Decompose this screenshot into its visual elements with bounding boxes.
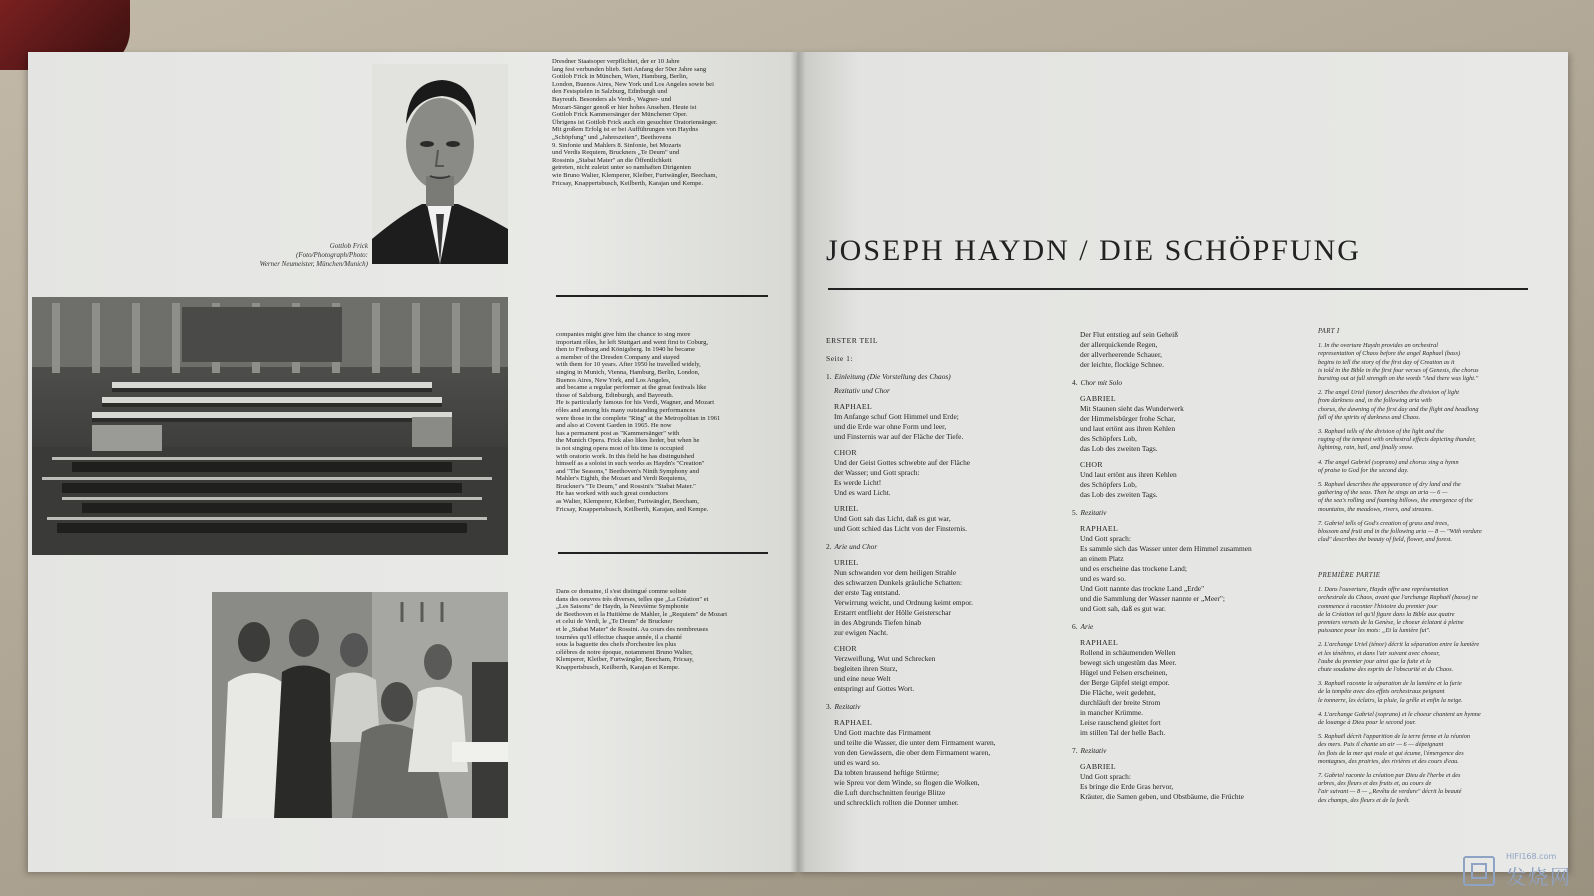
text-line: de Beethoven et la Huitième de Mahler, le „Requiem" de Mozart — [556, 610, 728, 618]
text-line: Rezitativ und Chor — [834, 386, 890, 395]
text-line: PART I — [1318, 328, 1340, 335]
text-line: des Schöpfers Lob, — [1080, 434, 1137, 443]
text-line: GABRIEL — [1080, 762, 1116, 771]
text-line: entspringt auf Gottes Wort. — [834, 684, 915, 693]
text-line: 6. Arie — [1072, 622, 1094, 631]
text-line: Da tobten brausend heftige Stürme; — [834, 768, 940, 777]
text-line: clad" describes the beauty of field, flower, and forest. — [1318, 536, 1453, 544]
text-line: Gottlob Frick — [329, 242, 368, 250]
text-line: RAPHAEL — [834, 718, 873, 727]
libretto-column-2 — [1072, 330, 1312, 802]
text-line: He has worked with such great conductors — [556, 490, 669, 498]
text-line: Mit Staunen sieht das Wunderwerk — [1080, 404, 1184, 413]
text-line: with them for 10 years. After 1950 he travelled widely, — [556, 361, 701, 369]
text-line: et les ténèbres, et dans l'air suivant avec choeur, — [1318, 649, 1440, 657]
text-line: de louange à Dieu pour le second jour. — [1318, 719, 1416, 727]
text-line: de la Création tel qu'il figure dans la Bible aux quatre — [1318, 610, 1455, 618]
text-line: Werner Neumeister, München/Munich) — [259, 260, 368, 268]
section-rule — [558, 552, 768, 554]
text-line: und es erscheine das trockene Land; — [1080, 564, 1187, 573]
text-line: (Foto/Photograph/Photo: — [296, 251, 368, 259]
english-notes — [1318, 328, 1558, 550]
text-line: Dans ce domaine, il s'est distingué comme soliste — [556, 588, 687, 595]
text-line: Gottlob Frick Kammersänger der Münchener Oper. — [552, 111, 688, 119]
text-line: Übrigens ist Gottlob Frick auch ein gesuchter Oratoriensänger. — [552, 118, 718, 126]
text-line: et celui de Verdi, le „Te Deum" de Bruckner — [556, 618, 673, 626]
text-line: CHOR — [834, 448, 857, 457]
text-line: Im Anfange schuf Gott Himmel und Erde; — [834, 412, 959, 421]
text-line: der Himmelsbürger frohe Schar, — [1080, 414, 1176, 423]
text-line: 3. Raphael tells of the division of the light and the — [1318, 428, 1444, 436]
text-line: of praise to God for the second day. — [1318, 466, 1409, 474]
booklet-spread — [28, 52, 1568, 872]
text-line: Gottlob Frick in München, Wien, Hamburg, Berlin, — [552, 73, 688, 81]
text-line: chorus, the dawning of the first day and the flight and headlong — [1318, 405, 1479, 413]
right-page — [798, 52, 1568, 872]
text-line: des champs, des fleurs et de la forêt. — [1318, 796, 1410, 804]
text-line: Und Gott sprach: — [1080, 534, 1131, 543]
left-page — [28, 52, 798, 872]
text-line: Es sammle sich das Wasser unter dem Himmel zusammen — [1080, 544, 1252, 553]
text-line: himself as a soloist in such works as Haydn's "Creation" — [556, 460, 705, 468]
text-line: and became a regular performer at the great festivals like — [556, 384, 707, 392]
text-line: Verzweiflung, Wut und Schrecken — [834, 654, 936, 663]
text-line: 5. Raphaël décrit l'apparition de la terre ferme et la réunion — [1318, 733, 1471, 741]
text-line: et le „Stabat Mater" de Rossini. Au cours des nombreuses — [556, 625, 709, 633]
text-line: is told in the Bible in the first four verses of Genesis, the chorus — [1318, 366, 1479, 374]
text-line: Und es ward Licht. — [834, 488, 891, 497]
text-line: les flots de la mer qui roule et qui écume, l'émergence des — [1318, 749, 1464, 757]
text-line: der Berge Gipfel steigt empor. — [1080, 678, 1170, 687]
text-line: und die Erde war ohne Form und leer, — [834, 422, 947, 431]
text-line: 7. Gabriel tells of God's creation of grass and trees, — [1318, 519, 1449, 527]
text-line: Buenos Aires, New York, and Los Angeles, — [556, 376, 671, 384]
text-line: Fricsay, Knappertsbusch, Keilberth, Karajan, and Kempe. — [556, 505, 709, 513]
text-line: de la tempête avec des effets orchestraux peignant — [1318, 688, 1445, 696]
text-line: dans des oeuvres très diverses, telles que „La Création" et — [556, 595, 709, 603]
text-line: Rollend in schäumenden Wellen — [1080, 648, 1176, 657]
text-line: durchläuft der breite Strom — [1080, 698, 1161, 707]
text-line: Knappertsbusch, Keilberth, Karajan et Kempe. — [556, 663, 680, 671]
text-line: der allverheerende Schauer, — [1080, 350, 1162, 359]
text-line: puissance pour les mots: „Et la lumière fut". — [1318, 627, 1431, 635]
text-line: „Schöpfung" und „Jahreszeiten", Beethovens — [552, 133, 672, 141]
text-line: 1. In the overture Haydn provides an orchestral — [1318, 342, 1438, 350]
page-title: JOSEPH HAYDN / DIE SCHÖPFUNG — [826, 234, 1361, 267]
text-line: 9. Sinfonie und Mahlers 8. Sinfonie, bei Mozarts — [552, 141, 681, 149]
text-line: Fricsay, Knappertsbusch, Keilberth, Karajan und Kempe. — [552, 179, 703, 187]
text-line: CHOR — [834, 644, 857, 653]
text-line: von den Gewässern, die ober dem Firmament waren, — [834, 748, 991, 757]
text-line: und Finsternis war auf der Fläche der Tiefe. — [834, 432, 964, 441]
text-line: und Gott sah, daß es gut war. — [1080, 604, 1166, 613]
text-line: then to Freiburg and Königsberg. In 1940 he became — [556, 346, 696, 354]
text-line: raging of the tempest with orchestral effects depicting thunder, — [1318, 436, 1476, 444]
text-line: und es ward so. — [1080, 574, 1126, 583]
bio-german — [552, 58, 718, 187]
section-rule — [556, 295, 768, 297]
text-line: Kräuter, die Samen geben, und Obstbäume, die Früchte — [1080, 792, 1244, 801]
text-line: CHOR — [1080, 460, 1103, 469]
text-line: 3. Rezitativ — [826, 702, 861, 711]
title-rule — [828, 288, 1528, 290]
text-line: companies might give him the chance to sing more — [556, 331, 691, 338]
text-line: RAPHAEL — [1080, 524, 1119, 533]
site-logo-icon — [1463, 856, 1495, 886]
text-line: „Les Saisons" de Haydn, la Neuvième Symphonie — [556, 603, 689, 611]
text-line: le tonnerre, les éclairs, la pluie, la grêle et enfin la neige. — [1318, 696, 1463, 704]
text-line: montagnes, des prairies, des rivières et des cours d'eau. — [1318, 757, 1459, 765]
text-line: Mozart-Sänger genoß er hier hohes Ansehen. Heute ist — [552, 103, 697, 111]
text-line: 3. Raphaël raconte la séparation de la lumière et la furie — [1318, 680, 1462, 688]
text-line: Dresdner Staatsoper verpflichtet, der er 10 Jahre — [552, 58, 680, 65]
bio-french — [556, 588, 727, 672]
text-line: und schrecklich rollten die Donner umher. — [834, 798, 959, 807]
text-line: of the sea's rolling and foaming billows, the emergence of the — [1318, 497, 1473, 505]
text-line: und eine neue Welt — [834, 674, 891, 683]
text-line: Es bringe die Erde Gras hervor, — [1080, 782, 1174, 791]
text-line: Nun schwanden vor dem heiligen Strahle — [834, 568, 957, 577]
text-line: célèbres de notre époque, notamment Bruno Walter, — [556, 648, 693, 656]
text-line: URIEL — [834, 558, 859, 567]
text-line: Und Gott sprach: — [1080, 772, 1131, 781]
text-line: Und Gott nannte das trockne Land „Erde" — [1080, 584, 1205, 593]
text-line: gathering of the seas. Then he sings an aria — 6 — — [1318, 489, 1448, 497]
text-line: des Schöpfers Lob, — [1080, 480, 1137, 489]
text-line: 4. L'archange Gabriel (soprano) et le choeur chantent un hymne — [1318, 710, 1481, 718]
text-line: 4. Chor mit Solo — [1072, 378, 1123, 387]
text-line: has a permanent post as "Kammersänger" with — [556, 429, 680, 437]
text-line: in mancher Krümme. — [1080, 708, 1144, 717]
text-line: und Gott schied das Licht von der Finsternis. — [834, 524, 968, 533]
text-line: der leichte, flockige Schnee. — [1080, 360, 1164, 369]
text-line: getreten, nicht zuletzt unter so namhaften Dirigenten — [552, 164, 691, 172]
text-line: Hügel und Felsen erscheinen, — [1080, 668, 1168, 677]
text-line: der erste Tag entstand. — [834, 588, 901, 597]
text-line: in des Abgrunds Tiefen hinab — [834, 618, 922, 627]
text-line: das Lob des zweiten Tags. — [1080, 490, 1158, 499]
text-line: rôles and among his many outstanding performances — [556, 406, 696, 414]
text-line: Es werde Licht! — [834, 478, 882, 487]
text-line: 7. Rezitativ — [1072, 746, 1107, 755]
text-line: Und Gott sah das Licht, daß es gut war, — [834, 514, 951, 523]
text-line: URIEL — [834, 504, 859, 513]
text-line: l'aube du premier jour ainsi que la fuite et la — [1318, 657, 1431, 665]
text-line: RAPHAEL — [1080, 638, 1119, 647]
text-line: Bruckner's "Te Deum," and Rossini's "Stabat Mater." — [556, 482, 696, 490]
text-line: den Festspielen in Salzburg, Edinburgh und — [552, 88, 668, 96]
text-line: der allerquickende Regen, — [1080, 340, 1158, 349]
text-line: Die Fläche, weit gedehnt, — [1080, 688, 1156, 697]
text-line: der Wasser; und Gott sprach: — [834, 468, 920, 477]
text-line: important rôles, he left Stuttgart and went first to Coburg, — [556, 338, 709, 346]
text-line: were those in the complete "Ring" at the Metropolitan in 1961 — [556, 414, 721, 422]
text-line: 2. L'archange Uriel (ténor) décrit la séparation entre la lumière — [1318, 641, 1480, 649]
text-line: those of Salzburg, Edinburgh, and Bayreuth. — [556, 391, 674, 399]
text-line: 1. Dans l'ouverture, Haydn offre une représentation — [1318, 586, 1449, 594]
text-line: sous la baguette des chefs d'orchestre les plus — [556, 641, 677, 649]
text-line: is not singing opera most of his time is occupied — [556, 444, 684, 452]
text-line: zur ewigen Nacht. — [834, 628, 888, 637]
french-notes — [1318, 572, 1558, 811]
text-line: lang fest verbunden blieb. Seit Anfang der 50er Jahre sang — [552, 65, 707, 73]
text-line: the Munich Opera. Frick also likes lieder, but when he — [556, 437, 700, 445]
text-line: from darkness and, in the following aria with — [1318, 397, 1432, 405]
text-line: Erstarrt entflieht der Hölle Geisterschar — [834, 608, 951, 617]
text-line: wie Bruno Walter, Klemperer, Kleiber, Furtwängler, Beecham, — [552, 171, 718, 179]
text-line: and also at Covent Garden in 1965. He now — [556, 422, 672, 430]
text-line: 4. The angel Gabriel (soprano) and chorus sing a hymn — [1318, 458, 1459, 466]
text-line: 7. Gabriel raconte la création par Dieu de l'herbe et des — [1318, 772, 1461, 780]
site-watermark: HIFI168.com 发烧网 — [1463, 852, 1572, 890]
text-line: und teilte die Wasser, die unter dem Firmament waren, — [834, 738, 996, 747]
text-line: Und der Geist Gottes schwebte auf der Fläche — [834, 458, 971, 467]
text-line: und Verdis Requiem, Bruckners „Te Deum" und — [552, 149, 680, 157]
text-line: as Walter, Klemperer, Kleiber, Furtwängler, Beecham, — [556, 498, 699, 506]
page-gutter — [790, 52, 806, 872]
text-line: mountains, the meadows, rivers, and streams. — [1318, 505, 1434, 513]
text-line: with oratorio work. In this field he has distinguished — [556, 452, 695, 460]
text-line: singing in Munich, Vienna, Hamburg, Berlin, London, — [556, 368, 700, 376]
text-line: Mit großem Erfolg ist er bei Aufführungen von Haydns — [552, 126, 699, 134]
portrait-caption — [218, 242, 368, 269]
text-line: des schwarzen Dunkels gräuliche Schatten: — [834, 578, 963, 587]
text-line: lightning, rain, hail, and finally snow. — [1318, 444, 1414, 452]
text-line: an einem Platz — [1080, 554, 1124, 563]
text-line: Rossinis „Stabat Mater" an die Öffentlichkeit — [552, 156, 672, 164]
text-line: RAPHAEL — [834, 402, 873, 411]
text-line: im stillen Tal der helle Bach. — [1080, 728, 1166, 737]
text-line: GABRIEL — [1080, 394, 1116, 403]
text-line: l'air suivant — 8 — „Revêtu de verdure" décrit la beauté — [1318, 788, 1462, 796]
text-line: bewegt sich ungestüm das Meer. — [1080, 658, 1177, 667]
text-line: commence à raconter l'histoire du premier jour — [1318, 602, 1438, 610]
text-line: wie Spreu vor dem Winde, so flogen die Wolken, — [834, 778, 980, 787]
text-line: und die Sammlung der Wasser nannte er „Meer"; — [1080, 594, 1225, 603]
text-line: a member of the Dresden Company and stayed — [556, 353, 680, 361]
text-line: und es ward so. — [834, 758, 880, 767]
text-line: orchestrale du Chaos, avant que l'archange Raphaël (basse) ne — [1318, 594, 1478, 602]
text-line: die Luft durchschnitten feurige Blitze — [834, 788, 946, 797]
text-line: das Lob des zweiten Tags. — [1080, 444, 1158, 453]
text-line: 1. Einleitung (Die Vorstellung des Chaos) — [826, 372, 951, 381]
text-line: Und laut ertönt aus ihren Kehlen — [1080, 470, 1177, 479]
text-line: PREMIÈRE PARTIE — [1318, 572, 1381, 579]
text-line: He is particularly famous for his Verdi, Wagner, and Mozart — [556, 399, 715, 407]
rehearsal-photo — [212, 592, 508, 818]
libretto-column-1: ERSTER TEIL Seite 1: 1. Einleitung (Die Vorstellung des Chaos) Rezitativ und Chor RAPHAEL Im Anfange schuf Gott Himmel und Erde; und die Erde war ohne Form und leer, und Finsternis war auf der Fläche der Tiefe. CHOR Und der Geist Gottes schwebte auf der Fläche der Wasser; und Gott sprach: Es werde Licht! Und es ward Licht. URIEL Und Gott sah das Licht, daß es gut war, und Gott schied das Licht von der Finsternis. 2. Arie und Chor URIEL Nun schwanden vor dem heiligen Strahle des schwarzen Dunkels gräuliche Schatten: der erste Tag entstand. Verwirrung weicht, und Ordnung keimt empor. Erstarrt entflieht der Hölle Geisterschar in des Abgrunds Tiefen hinab zur ewigen Nacht. CHOR Verzweiflung, Wut und Schrecken begleiten ihren Sturz, und eine neue Welt entspringt auf Gottes Wort. 3. Rezitativ RAPHAEL Und Gott machte das Firmament und teilte die Wasser, die unter dem Firmament waren, von den Gewässern, die ober dem Firmament waren, und es ward so. Da tobten brausend heftige Stürme; wie Spreu vor dem Winde, so flogen die Wolken, die Luft durchschnitten feurige Blitze und schrecklich rollten die Donner umher. — [826, 336, 1076, 808]
text-line: Und Gott machte das Firmament — [834, 728, 931, 737]
text-line: Klemperer, Kleiber, Furtwängler, Beecham, Fricsay, — [556, 656, 694, 664]
text-line: Der Flut entstieg auf sein Geheiß — [1080, 330, 1178, 339]
text-line: begleiten ihren Sturz, — [834, 664, 898, 673]
text-line: tournées qu'il effectue chaque année, il a chanté — [556, 633, 682, 641]
text-line: chute soudaine des esprits de l'obscurité et du Chaos. — [1318, 666, 1454, 674]
text-line: blossom and fruit and in the following aria — 8 — "With verdure — [1318, 528, 1482, 536]
orchestra-photo — [32, 297, 508, 555]
text-line: London, Buenos Aires, New York und Los Angeles sowie bei — [552, 80, 714, 88]
text-line: begins to tell the story of the first day of Creation as it — [1318, 358, 1455, 366]
text-line: bursting out at full strength on the words "And there was light." — [1318, 375, 1479, 383]
text-line: 5. Rezitativ — [1072, 508, 1107, 517]
text-line: des mers. Puis il chante un air — 6 — dépeignant — [1318, 741, 1444, 749]
text-line: 2. The angel Uriel (tenor) describes the division of light — [1318, 389, 1459, 397]
text-line: 2. Arie und Chor — [826, 542, 878, 551]
portrait-photo — [372, 64, 508, 264]
text-line: representation of Chaos before the angel Raphael (bass) — [1318, 350, 1461, 358]
text-line: fall of the spirits of darkness and Chaos. — [1318, 413, 1421, 421]
text-line: 5. Raphael describes the appearance of dry land and the — [1318, 481, 1461, 489]
text-line: premiers versets de la Genèse, le choeur éclatant à pleine — [1318, 619, 1464, 627]
text-line: Bayreuth. Besonders als Verdi-, Wagner- und — [552, 95, 672, 103]
text-line: und laut ertönt aus ihren Kehlen — [1080, 424, 1176, 433]
text-line: arbres, des fleurs et des fruits et, au cours de — [1318, 780, 1432, 788]
text-line: Leise rauschend gleitet fort — [1080, 718, 1161, 727]
bio-english — [556, 331, 720, 513]
text-line: Verwirrung weicht, und Ordnung keimt empor. — [834, 598, 973, 607]
text-line: and "The Seasons," Beethoven's Ninth Symphony and — [556, 467, 700, 475]
text-line: Mahler's Eighth, the Mozart and Verdi Requiems, — [556, 475, 687, 483]
